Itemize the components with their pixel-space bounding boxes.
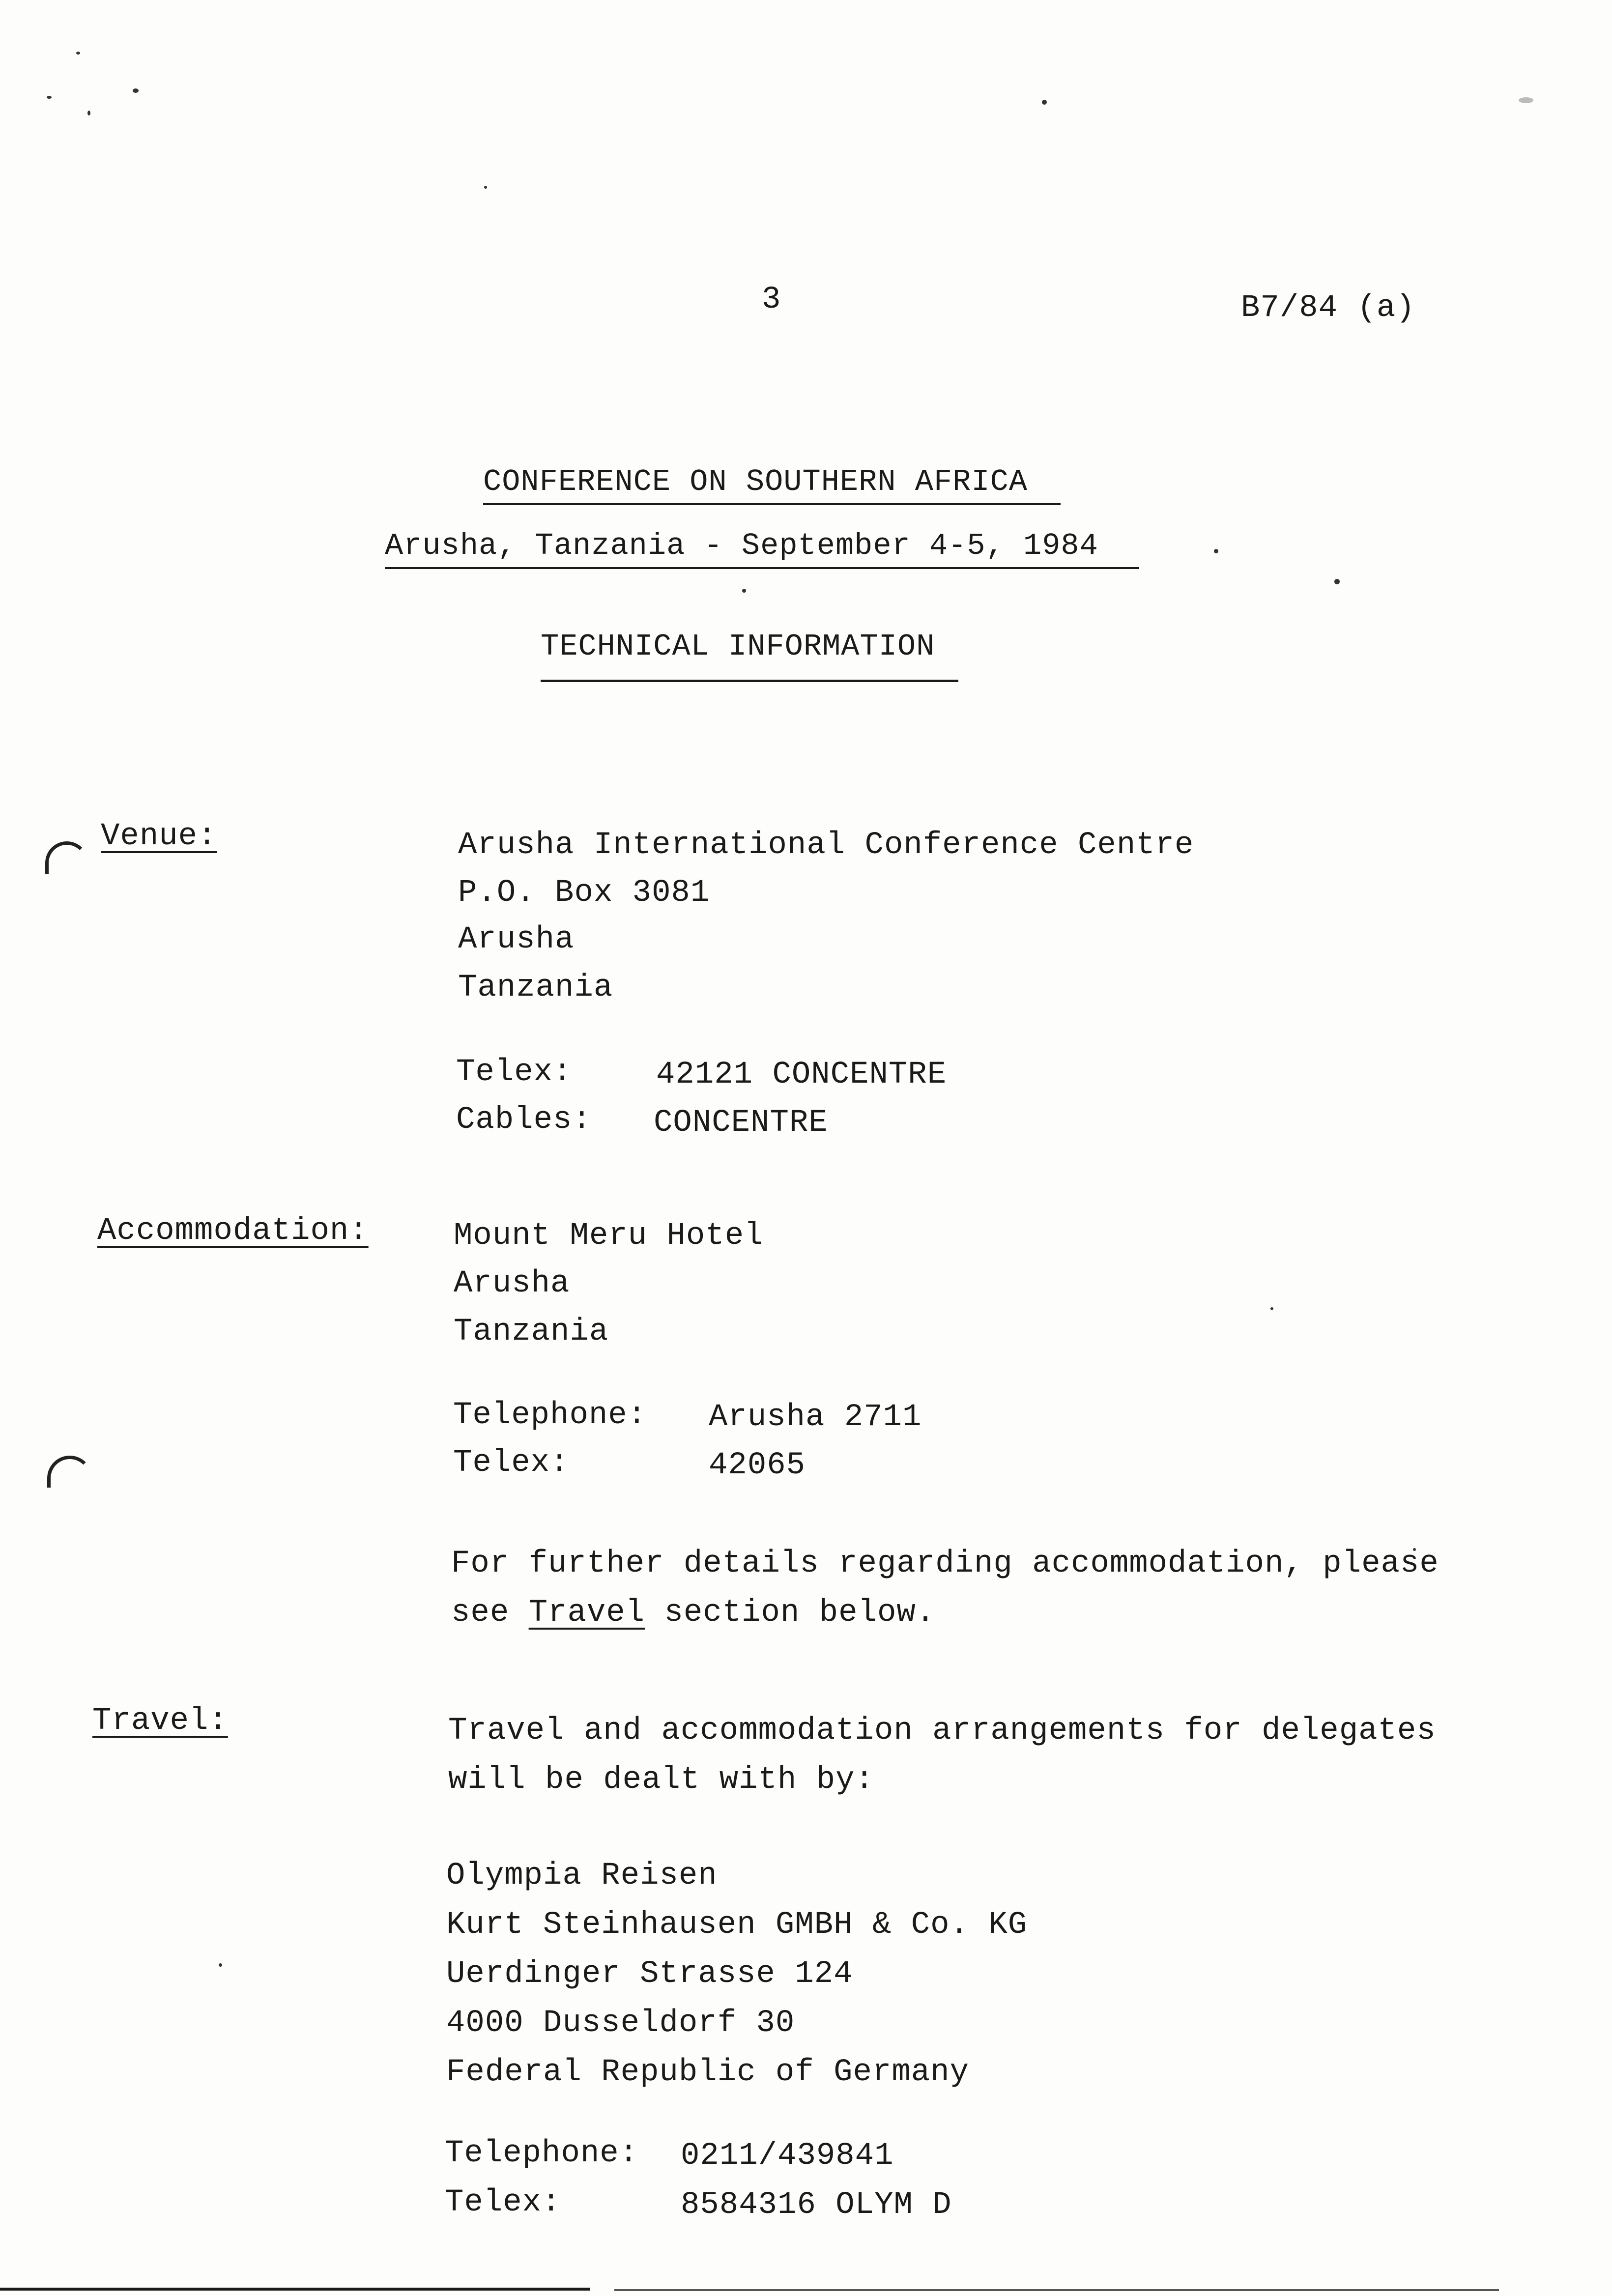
venue-contact-value: CONCENTRE <box>654 1105 828 1141</box>
agency-address-line: Federal Republic of Germany <box>446 2055 969 2090</box>
scan-speck <box>1519 97 1533 103</box>
travel-reference: Travel <box>528 1595 645 1631</box>
accommodation-address-line: Mount Meru Hotel <box>454 1218 764 1254</box>
section-title-underline <box>541 680 958 682</box>
note-text: see <box>451 1595 529 1631</box>
scan-speck <box>742 589 746 593</box>
accommodation-note: For further details regarding accommodation, please <box>451 1546 1439 1581</box>
accommodation-address-line: Tanzania <box>454 1314 609 1349</box>
scan-speck <box>47 96 52 99</box>
scan-speck <box>76 52 80 55</box>
agency-contact-value: 8584316 OLYM D <box>681 2187 952 2223</box>
bottom-edge-line <box>614 2289 1499 2291</box>
scan-speck <box>87 111 90 115</box>
agency-contact-key: Telephone: <box>445 2136 639 2171</box>
accommodation-contact-value: Arusha 2711 <box>709 1400 922 1435</box>
accommodation-contact-value: 42065 <box>709 1448 806 1483</box>
accommodation-contact-key: Telex: <box>453 1445 570 1481</box>
scan-speck <box>1270 1307 1273 1310</box>
accommodation-note <box>451 1597 935 1629</box>
agency-contact-key: Telex: <box>445 2185 561 2220</box>
scan-speck <box>1214 549 1218 553</box>
accommodation-label: Accommodation: <box>97 1213 369 1249</box>
scan-speck <box>1334 579 1340 584</box>
venue-label: Venue: <box>101 819 217 854</box>
venue-address-line: P.O. Box 3081 <box>458 875 710 911</box>
page-number: 3 <box>762 282 781 317</box>
venue-contact-value: 42121 CONCENTRE <box>656 1057 947 1092</box>
title-underline <box>483 503 1061 505</box>
scan-speck <box>219 1963 222 1967</box>
scan-speck <box>133 88 139 93</box>
venue-address-line: Arusha <box>458 922 575 957</box>
travel-label: Travel: <box>92 1703 228 1739</box>
venue-contact-key: Telex: <box>456 1055 573 1090</box>
note-text: section below. <box>645 1595 936 1631</box>
scan-speck <box>484 186 487 189</box>
agency-contact-value: 0211/439841 <box>681 2138 894 2174</box>
accommodation-contact-key: Telephone: <box>453 1398 647 1433</box>
accommodation-address-line: Arusha <box>454 1266 570 1301</box>
scan-speck <box>1042 100 1047 105</box>
location-underline <box>385 567 1139 569</box>
bottom-edge-line <box>0 2288 590 2291</box>
travel-intro: will be dealt with by: <box>448 1762 874 1798</box>
agency-address-line: 4000 Dusseldorf 30 <box>446 2006 795 2041</box>
agency-address-line: Uerdinger Strasse 124 <box>446 1956 853 1992</box>
punch-hole-mark <box>45 841 88 874</box>
agency-address-line: Kurt Steinhausen GMBH & Co. KG <box>446 1907 1028 1943</box>
conference-location-date: Arusha, Tanzania - September 4-5, 1984 <box>385 528 1098 563</box>
venue-address-line: Tanzania <box>458 970 613 1005</box>
venue-address-line: Arusha International Conference Centre <box>458 828 1194 863</box>
punch-hole-mark <box>47 1456 92 1488</box>
agency-address-line: Olympia Reisen <box>446 1858 718 1894</box>
travel-intro: Travel and accommodation arrangements for delegates <box>448 1713 1436 1749</box>
section-title: TECHNICAL INFORMATION <box>541 629 935 664</box>
conference-title: CONFERENCE ON SOUTHERN AFRICA <box>483 464 1028 499</box>
venue-contact-key: Cables: <box>456 1102 592 1138</box>
document-code: B7/84 (a) <box>1241 290 1415 326</box>
